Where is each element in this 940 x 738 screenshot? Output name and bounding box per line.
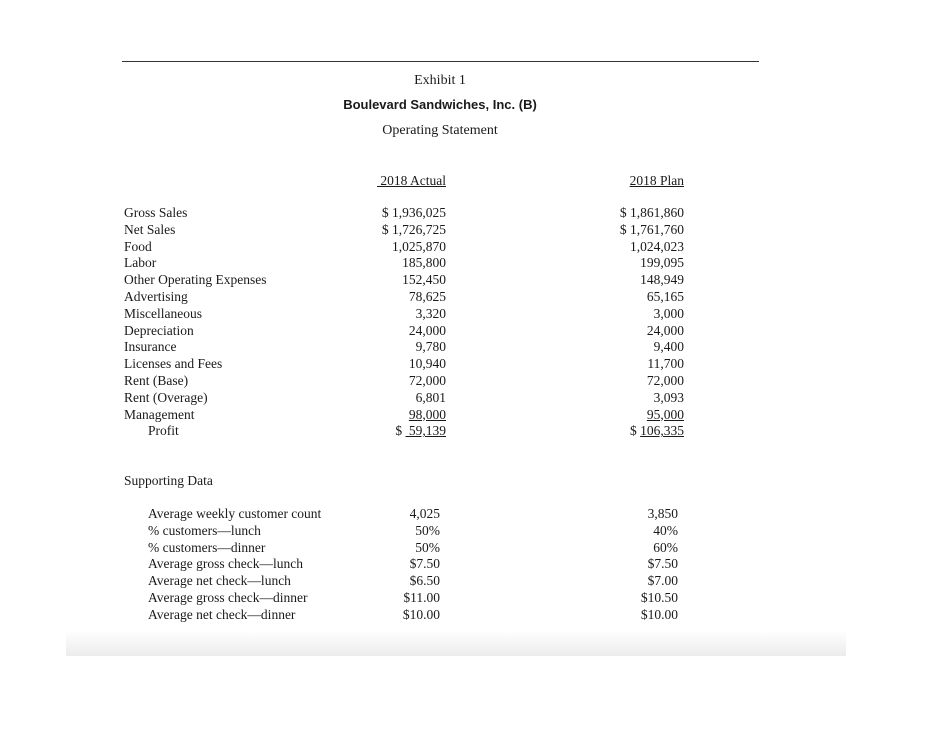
row-label: Depreciation xyxy=(124,322,194,338)
company-name: Boulevard Sandwiches, Inc. (B) xyxy=(343,97,537,112)
supporting-actual-value: $11.00 xyxy=(403,589,440,605)
row-label: Net Sales xyxy=(124,221,176,237)
supporting-actual-value: $6.50 xyxy=(409,573,440,589)
row-label: Insurance xyxy=(124,339,177,355)
supporting-plan-value: 3,850 xyxy=(647,506,678,521)
supporting-label: Average net check—dinner xyxy=(148,606,296,622)
plan-value: $ 1,761,760 xyxy=(619,221,684,237)
supporting-actual-values xyxy=(380,506,440,624)
actual-value: 6,801 xyxy=(415,389,446,405)
plan-values xyxy=(584,205,684,440)
actual-value: 78,625 xyxy=(408,288,446,304)
plan-value: 199,095 xyxy=(640,255,684,271)
supporting-plan-value: $7.00 xyxy=(647,573,678,589)
supporting-plan-values xyxy=(618,506,678,624)
supporting-label: % customers—lunch xyxy=(148,522,261,538)
plan-profit xyxy=(584,423,684,440)
actual-value: 185,800 xyxy=(402,255,446,271)
actual-value: 1,025,870 xyxy=(392,238,446,254)
actual-value xyxy=(346,407,446,424)
plan-value: 148,949 xyxy=(640,272,684,288)
plan-profit-prefix: $ xyxy=(630,423,641,439)
plan-value: 65,165 xyxy=(646,288,684,304)
actual-profit-prefix: $ xyxy=(395,423,406,439)
supporting-label: Average gross check—lunch xyxy=(148,556,303,572)
plan-value: $ 1,861,860 xyxy=(619,205,684,220)
statement-title: Operating Statement xyxy=(382,123,498,138)
plan-value: 72,000 xyxy=(646,372,684,388)
row-label: Advertising xyxy=(124,288,188,304)
actual-value: 24,000 xyxy=(408,322,446,338)
actual-value: 10,940 xyxy=(408,356,446,372)
top-rule xyxy=(122,61,759,62)
supporting-labels xyxy=(148,506,321,624)
plan-value: 1,024,023 xyxy=(630,238,684,254)
supporting-label: Average net check—lunch xyxy=(148,573,291,589)
supporting-actual-value: 4,025 xyxy=(409,506,440,521)
row-label: Labor xyxy=(124,255,157,271)
column-header-plan: 2018 Plan xyxy=(629,173,684,188)
bottom-shadow xyxy=(66,630,846,656)
plan-value: 11,700 xyxy=(647,356,684,372)
supporting-plan-value: 60% xyxy=(653,539,678,555)
column-header-actual: 2018 Actual xyxy=(377,173,446,188)
actual-values xyxy=(346,205,446,440)
plan-value: 3,000 xyxy=(653,305,684,321)
supporting-plan-value: 40% xyxy=(653,522,678,538)
plan-value: 9,400 xyxy=(653,339,684,355)
actual-value: 9,780 xyxy=(415,339,446,355)
plan-profit-value: 106,335 xyxy=(640,423,684,439)
actual-value: $ 1,726,725 xyxy=(381,221,446,237)
actual-value: 152,450 xyxy=(402,272,446,288)
supporting-actual-value: 50% xyxy=(415,522,440,538)
supporting-plan-value: $10.00 xyxy=(640,606,678,622)
supporting-label: Average gross check—dinner xyxy=(148,589,308,605)
row-label: Rent (Overage) xyxy=(124,389,208,405)
row-label: Miscellaneous xyxy=(124,305,202,321)
row-label: Licenses and Fees xyxy=(124,356,223,372)
plan-management-value: 95,000 xyxy=(646,406,684,422)
row-label: Rent (Base) xyxy=(124,372,189,388)
actual-value: 72,000 xyxy=(408,372,446,388)
supporting-data-title: Supporting Data xyxy=(124,473,213,488)
actual-profit-value: 59,139 xyxy=(405,423,446,439)
plan-value: 3,093 xyxy=(653,389,684,405)
supporting-label: Average weekly customer count xyxy=(148,506,322,521)
supporting-actual-value: $10.00 xyxy=(402,606,440,622)
supporting-actual-value: $7.50 xyxy=(409,556,440,572)
actual-management-value: 98,000 xyxy=(408,406,446,422)
actual-profit xyxy=(346,423,446,440)
plan-value: 24,000 xyxy=(646,322,684,338)
exhibit-label: Exhibit 1 xyxy=(414,73,466,88)
supporting-plan-value: $7.50 xyxy=(647,556,678,572)
supporting-actual-value: 50% xyxy=(415,539,440,555)
profit-label: Profit xyxy=(148,423,179,439)
row-label: Management xyxy=(124,406,195,422)
actual-value: $ 1,936,025 xyxy=(381,205,446,220)
row-label: Other Operating Expenses xyxy=(124,272,267,288)
supporting-plan-value: $10.50 xyxy=(640,589,678,605)
actual-value: 3,320 xyxy=(415,305,446,321)
row-label: Gross Sales xyxy=(124,205,188,220)
plan-value xyxy=(584,407,684,424)
supporting-label: % customers—dinner xyxy=(148,539,266,555)
row-labels xyxy=(124,205,266,440)
row-label: Food xyxy=(124,238,152,254)
